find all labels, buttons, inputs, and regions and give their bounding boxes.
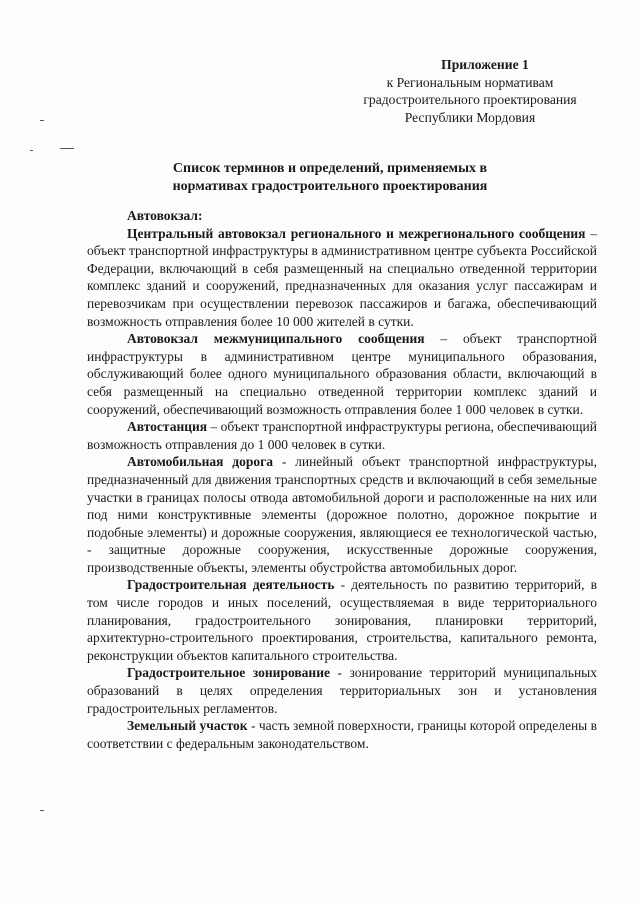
term-name: Автомобильная дорога <box>127 454 274 470</box>
scan-speck <box>40 810 44 811</box>
term-definition: – объект транспортной инфраструктуры в административном центре муниципального образования, обслуживающий более одного муниципального образования области, включающий в себя размещенный на специально отведенной территории комплекс зданий и сооружений, обеспечивающий возможность отправления более 1 000 человек в сутки. <box>87 331 597 417</box>
term-entry <box>87 225 597 331</box>
appendix-line-2: градостроительного проектирования <box>363 92 577 107</box>
section-heading-text: Автовокзал: <box>127 208 203 223</box>
appendix-line-3: Республики Мордовия <box>404 109 536 125</box>
term-entry <box>87 418 597 453</box>
term-entry <box>87 453 597 576</box>
term-name: Земельный участок <box>127 718 248 734</box>
scan-speck <box>30 150 33 151</box>
term-entry <box>87 576 597 664</box>
document-title <box>150 160 510 196</box>
term-definition: - зонирование территорий муниципальных образований в целях определения территориальных зон и установления градостроительных регламентов. <box>87 665 597 716</box>
term-entry <box>87 330 597 418</box>
term-definition: – объект транспортной инфраструктуры региона, обеспечивающий возможность отправления до 1 000 человек в сутки. <box>87 419 597 452</box>
term-definition: - линейный объект транспортной инфраструктуры, предназначенный для движения транспортных средств и включающий в себя земельные участки в границах полосы отвода автомобильной дороги и расположенные на них или под ними конструктивные элементы (дорожное полотно, дорожное покрытие и подобные элементы) и дорожные сооружения, являющиеся ее технологической частью, - защитные дорожные сооружения, искусственные дорожные сооружения, производственные объекты, элементы обустройства автомобильных дорог. <box>87 454 597 575</box>
document-body <box>87 207 597 752</box>
term-name: Автовокзал межмуниципального сообщения <box>127 331 425 347</box>
term-entry <box>87 664 597 717</box>
title-line-1: Список терминов и определений, применяемых в <box>172 161 488 176</box>
section-heading <box>87 207 597 225</box>
term-name: Градостроительная деятельность <box>127 577 335 593</box>
appendix-line-1: к Региональным нормативам <box>386 74 554 90</box>
term-name: Градостроительное зонирование <box>127 665 330 681</box>
scan-speck <box>40 120 44 121</box>
scan-speck <box>60 148 74 149</box>
term-definition: - деятельность по развитию территорий, в том числе городов и иных поселений, осуществляемая в виде территориального планирования, градостроительного зонирования, планировки территорий, архитектурно-строительного проектирования, строительства, капитального ремонта, реконструкции объектов капитального строительства. <box>87 577 597 663</box>
appendix-header <box>330 56 610 126</box>
term-definition: - часть земной поверхности, границы которой определены в соответствии с федеральным законодательством. <box>87 718 597 751</box>
term-name: Центральный автовокзал регионального и межрегионального сообщения <box>127 225 586 241</box>
term-entry <box>87 717 597 752</box>
term-definition: – объект транспортной инфраструктуры в административном центре субъекта Российской Федерации, включающий в себя размещенный на специально отведенной территории комплекс зданий и сооружений, предназначенных для оказания услуг пассажирам и перевозчикам при осуществлении перевозок пассажиров и багажа, обеспечивающий возможность отправления более 10 000 жителей в сутки. <box>87 225 598 329</box>
title-line-2: нормативах градостроительного проектирования <box>172 179 488 194</box>
appendix-number: Приложение 1 <box>441 57 529 72</box>
term-name: Автостанция <box>127 419 208 435</box>
